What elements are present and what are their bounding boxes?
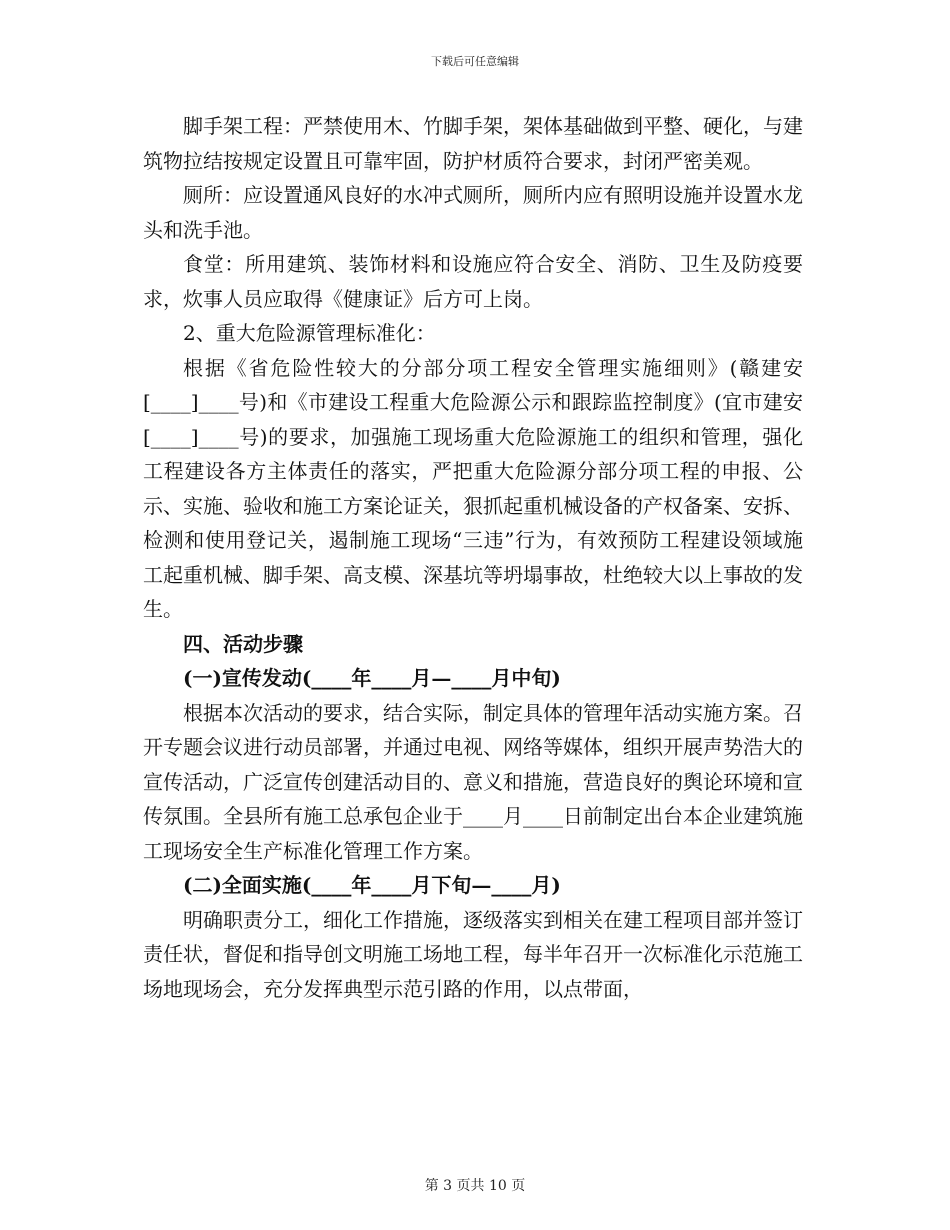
page-header: 下载后可任意编辑 xyxy=(431,55,519,68)
subheading-publicity: (一)宣传发动(____年____月—____月中旬) xyxy=(183,666,561,690)
paragraph-scaffolding: 脚手架工程：严禁使用木、竹脚手架，架体基础做到平整、硬化，与建筑物拉结按规定设置且可靠牢固，防护材质符合要求，封闭严密美观。 xyxy=(143,114,803,173)
section-heading-steps: 四、活动步骤 xyxy=(183,631,303,656)
paragraph-canteen: 食堂：所用建筑、装饰材料和设施应符合安全、消防、卫生及防疫要求，炊事人员应取得《健康证》后方可上岗。 xyxy=(143,252,803,311)
paragraph-hazard-management: 根据《省危险性较大的分部分项工程安全管理实施细则》(赣建安[____]____号)和《市建设工程重大危险源公示和跟踪监控制度》(宜市建安[____]____号)的要求，加强施工现场重大危险源施工的组织和管理，强化工程建设各方主体责任的落实，严把重大危险源分部分项工程的申报、公示、实施、验收和施工方案论证关，狠抓起重机械设备的产权备案、安拆、检测和使用登记关，遏制施工现场“三违”行为，有效预防工程建设领域施工起重机械、脚手架、高支模、深基坑等坍塌事故，杜绝较大以上事故的发生。 xyxy=(143,355,803,621)
document-body xyxy=(143,109,803,1006)
paragraph-toilet: 厕所：应设置通风良好的水冲式厕所，厕所内应有照明设施并设置水龙头和洗手池。 xyxy=(143,183,803,242)
subheading-implementation: (二)全面实施(____年____月下旬—____月) xyxy=(183,873,561,897)
paragraph-implementation: 明确职责分工，细化工作措施，逐级落实到相关在建工程项目部并签订责任状，督促和指导创文明施工场地工程，每半年召开一次标准化示范施工场地现场会，充分发挥典型示范引路的作用，以点带面， xyxy=(143,907,803,1001)
page-footer: 第 3 页共 10 页 xyxy=(424,1178,526,1194)
section-heading-hazard: 2、重大危险源管理标准化： xyxy=(183,321,436,345)
paragraph-publicity: 根据本次活动的要求，结合实际，制定具体的管理年活动实施方案。召开专题会议进行动员部署，并通过电视、网络等媒体，组织开展声势浩大的宣传活动，广泛宣传创建活动目的、意义和措施，营造良好的舆论环境和宣传氛围。全县所有施工总承包企业于____月____日前制定出台本企业建筑施工现场安全生产标准化管理工作方案。 xyxy=(143,700,803,863)
